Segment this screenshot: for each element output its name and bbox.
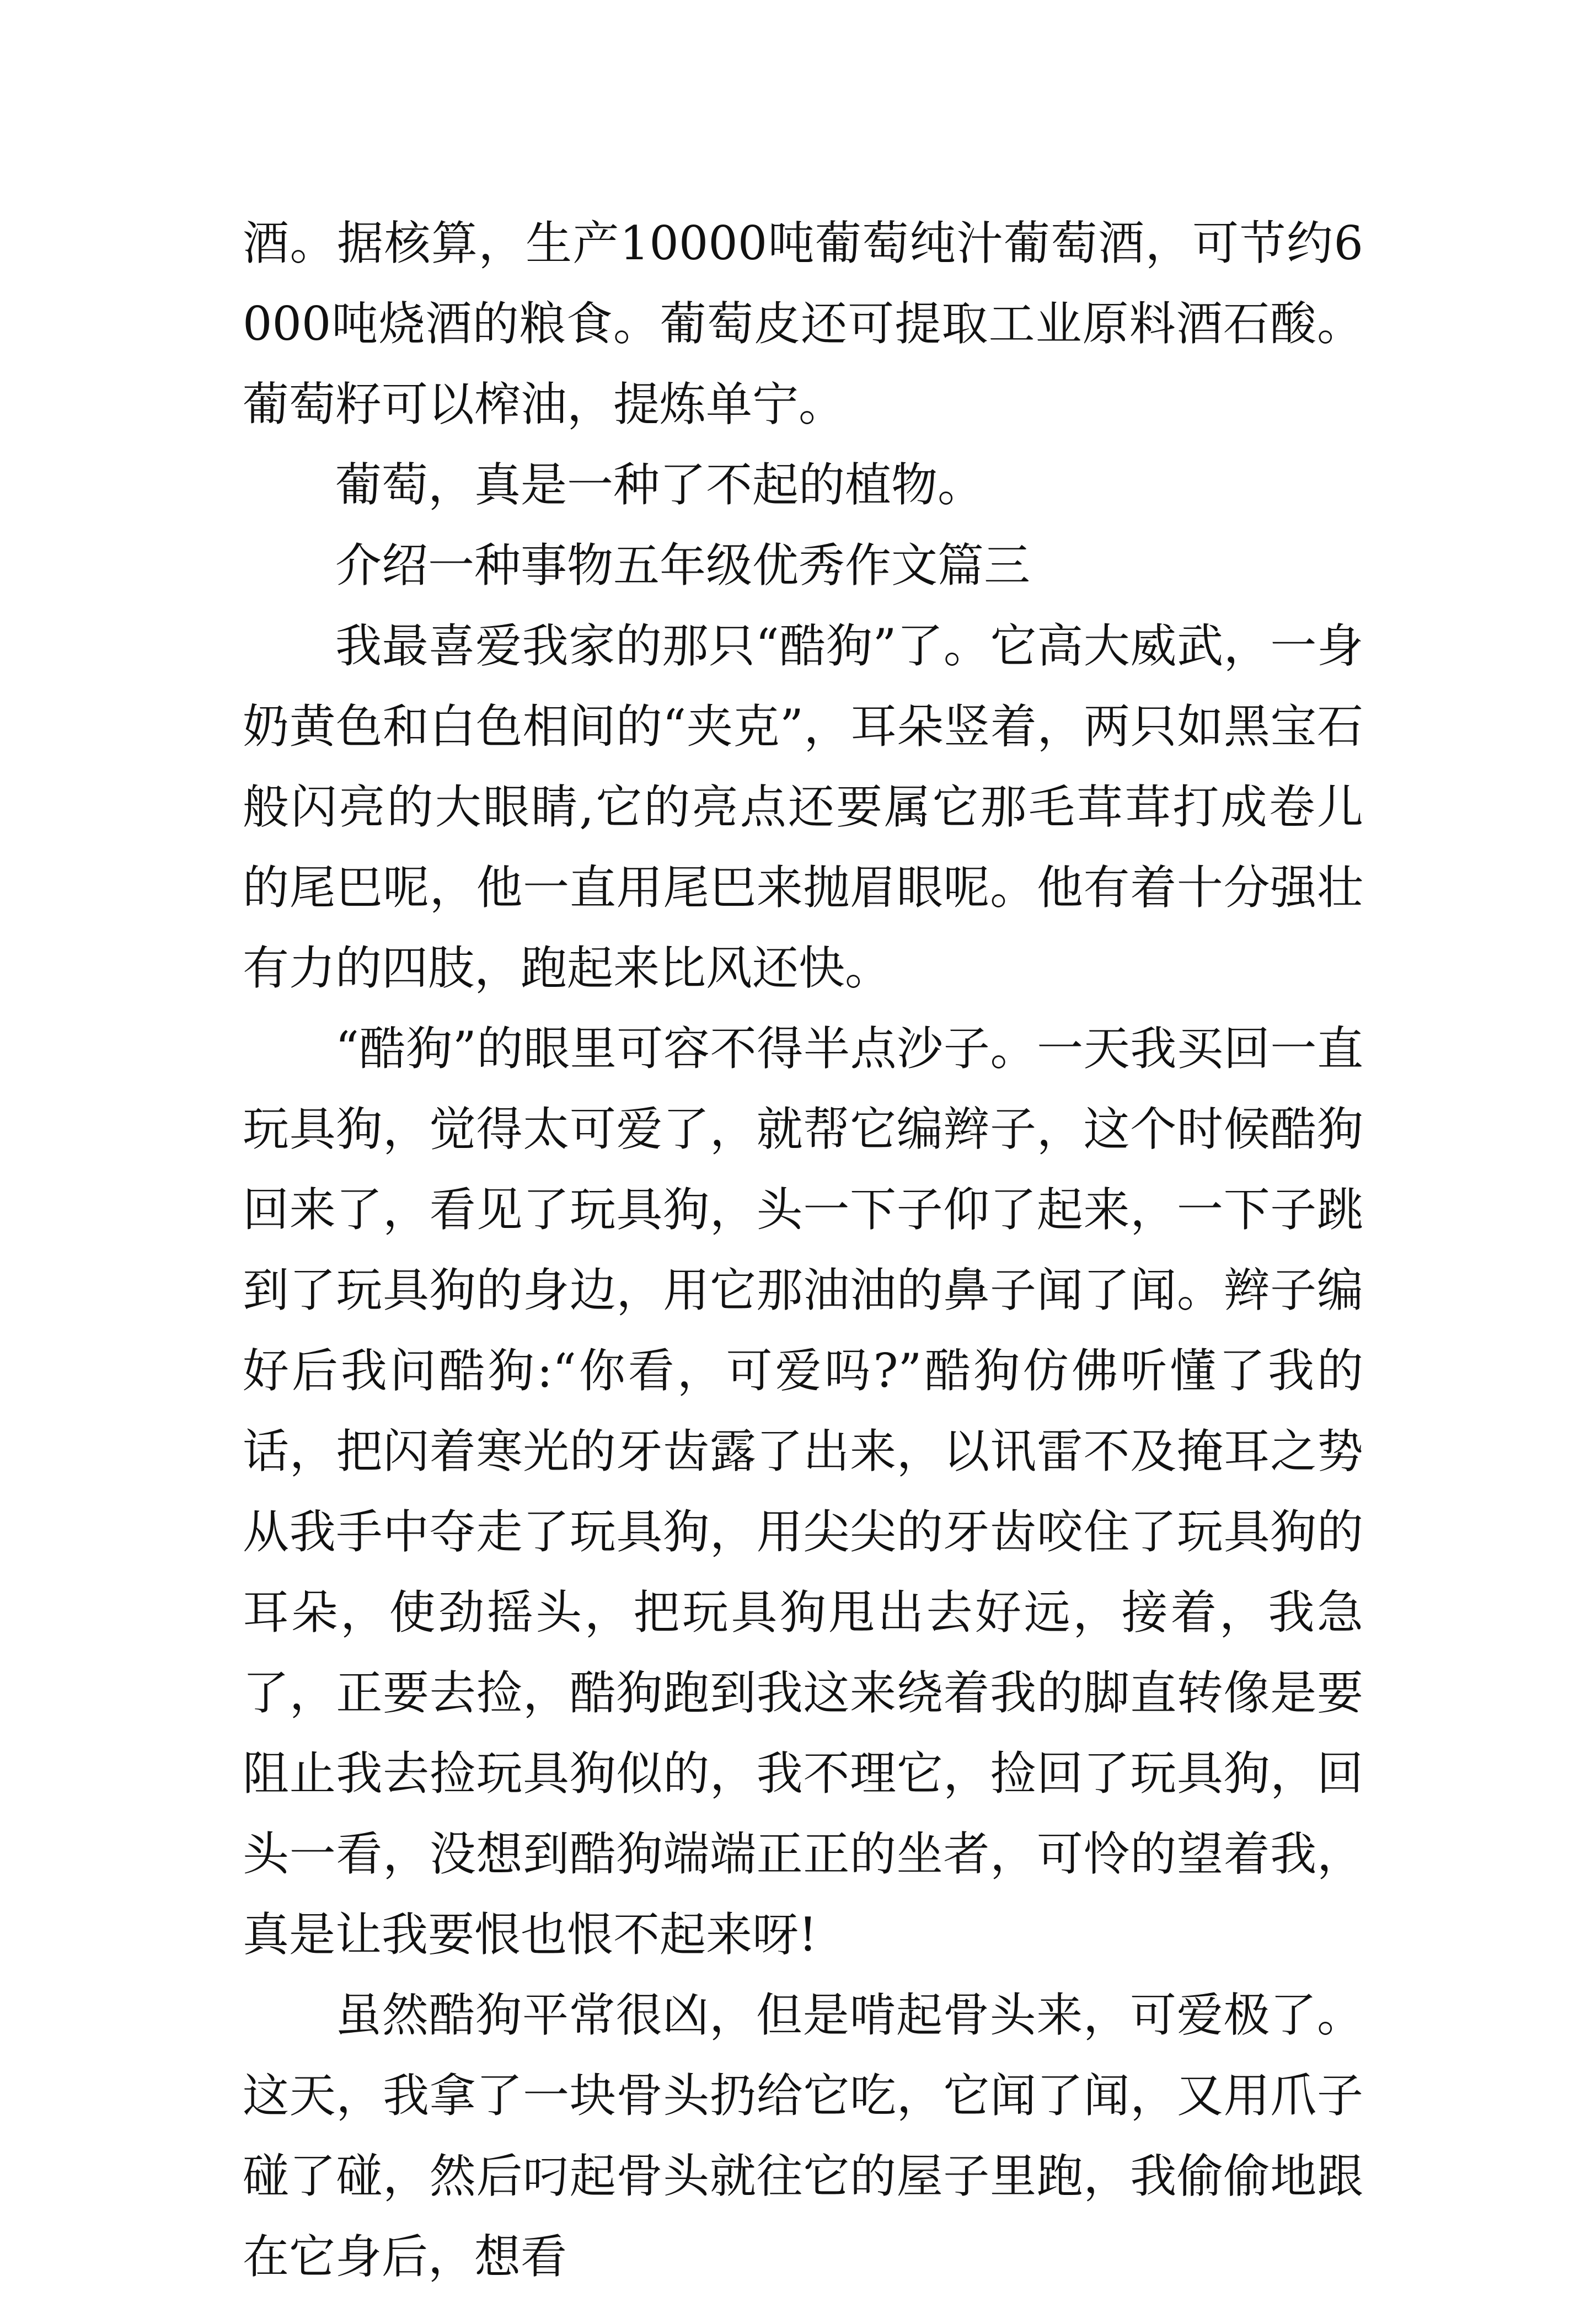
section-heading: 介绍一种事物五年级优秀作文篇三 [335,538,1031,592]
document-body [243,203,1363,2297]
paragraph-4: “酷狗”的眼里可容不得半点沙子。一天我买回一直玩具狗，觉得太可爱了，就帮它编辫子，这个时候酷狗回来了，看见了玩具狗，头一下子仰了起来，一下子跳到了玩具狗的身边，用它那油油的鼻子闻了闻。辫子编好后我问酷狗:“你看，可爱吗?”酷狗仿佛听懂了我的话，把闪着寒光的牙齿露了出来，以讯雷不及掩耳之势从我手中夺走了玩具狗，用尖尖的牙齿咬住了玩具狗的耳朵，使劲摇头，把玩具狗甩出去好远，接着，我急了，正要去捡，酷狗跑到我这来绕着我的脚直转像是要阻止我去捡玩具狗似的，我不理它，捡回了玩具狗，回头一看，没想到酷狗端端正正的坐者，可怜的望着我，真是让我要恨也恨不起来呀! [243,1022,1363,1962]
paragraph-1: 酒。据核算，生产10000吨葡萄纯汁葡萄酒，可节约6000吨烧酒的粮食。葡萄皮还可提取工业原料酒石酸。葡萄籽可以榨油，提炼单宁。 [243,216,1363,431]
paragraph-5: 虽然酷狗平常很凶，但是啃起骨头来，可爱极了。这天，我拿了一块骨头扔给它吃，它闻了闻，又用爪子碰了碰，然后叼起骨头就往它的屋子里跑，我偷偷地跟在它身后，想看 [243,1988,1363,2284]
paragraph-3: 我最喜爱我家的那只“酷狗”了。它高大威武，一身奶黄色和白色相间的“夹克”，耳朵竖着，两只如黑宝石般闪亮的大眼睛,它的亮点还要属它那毛茸茸打成卷儿的尾巴呢，他一直用尾巴来抛眉眼呢。他有着十分强壮有力的四肢，跑起来比风还快。 [243,619,1363,995]
paragraph-2: 葡萄，真是一种了不起的植物。 [335,458,984,512]
